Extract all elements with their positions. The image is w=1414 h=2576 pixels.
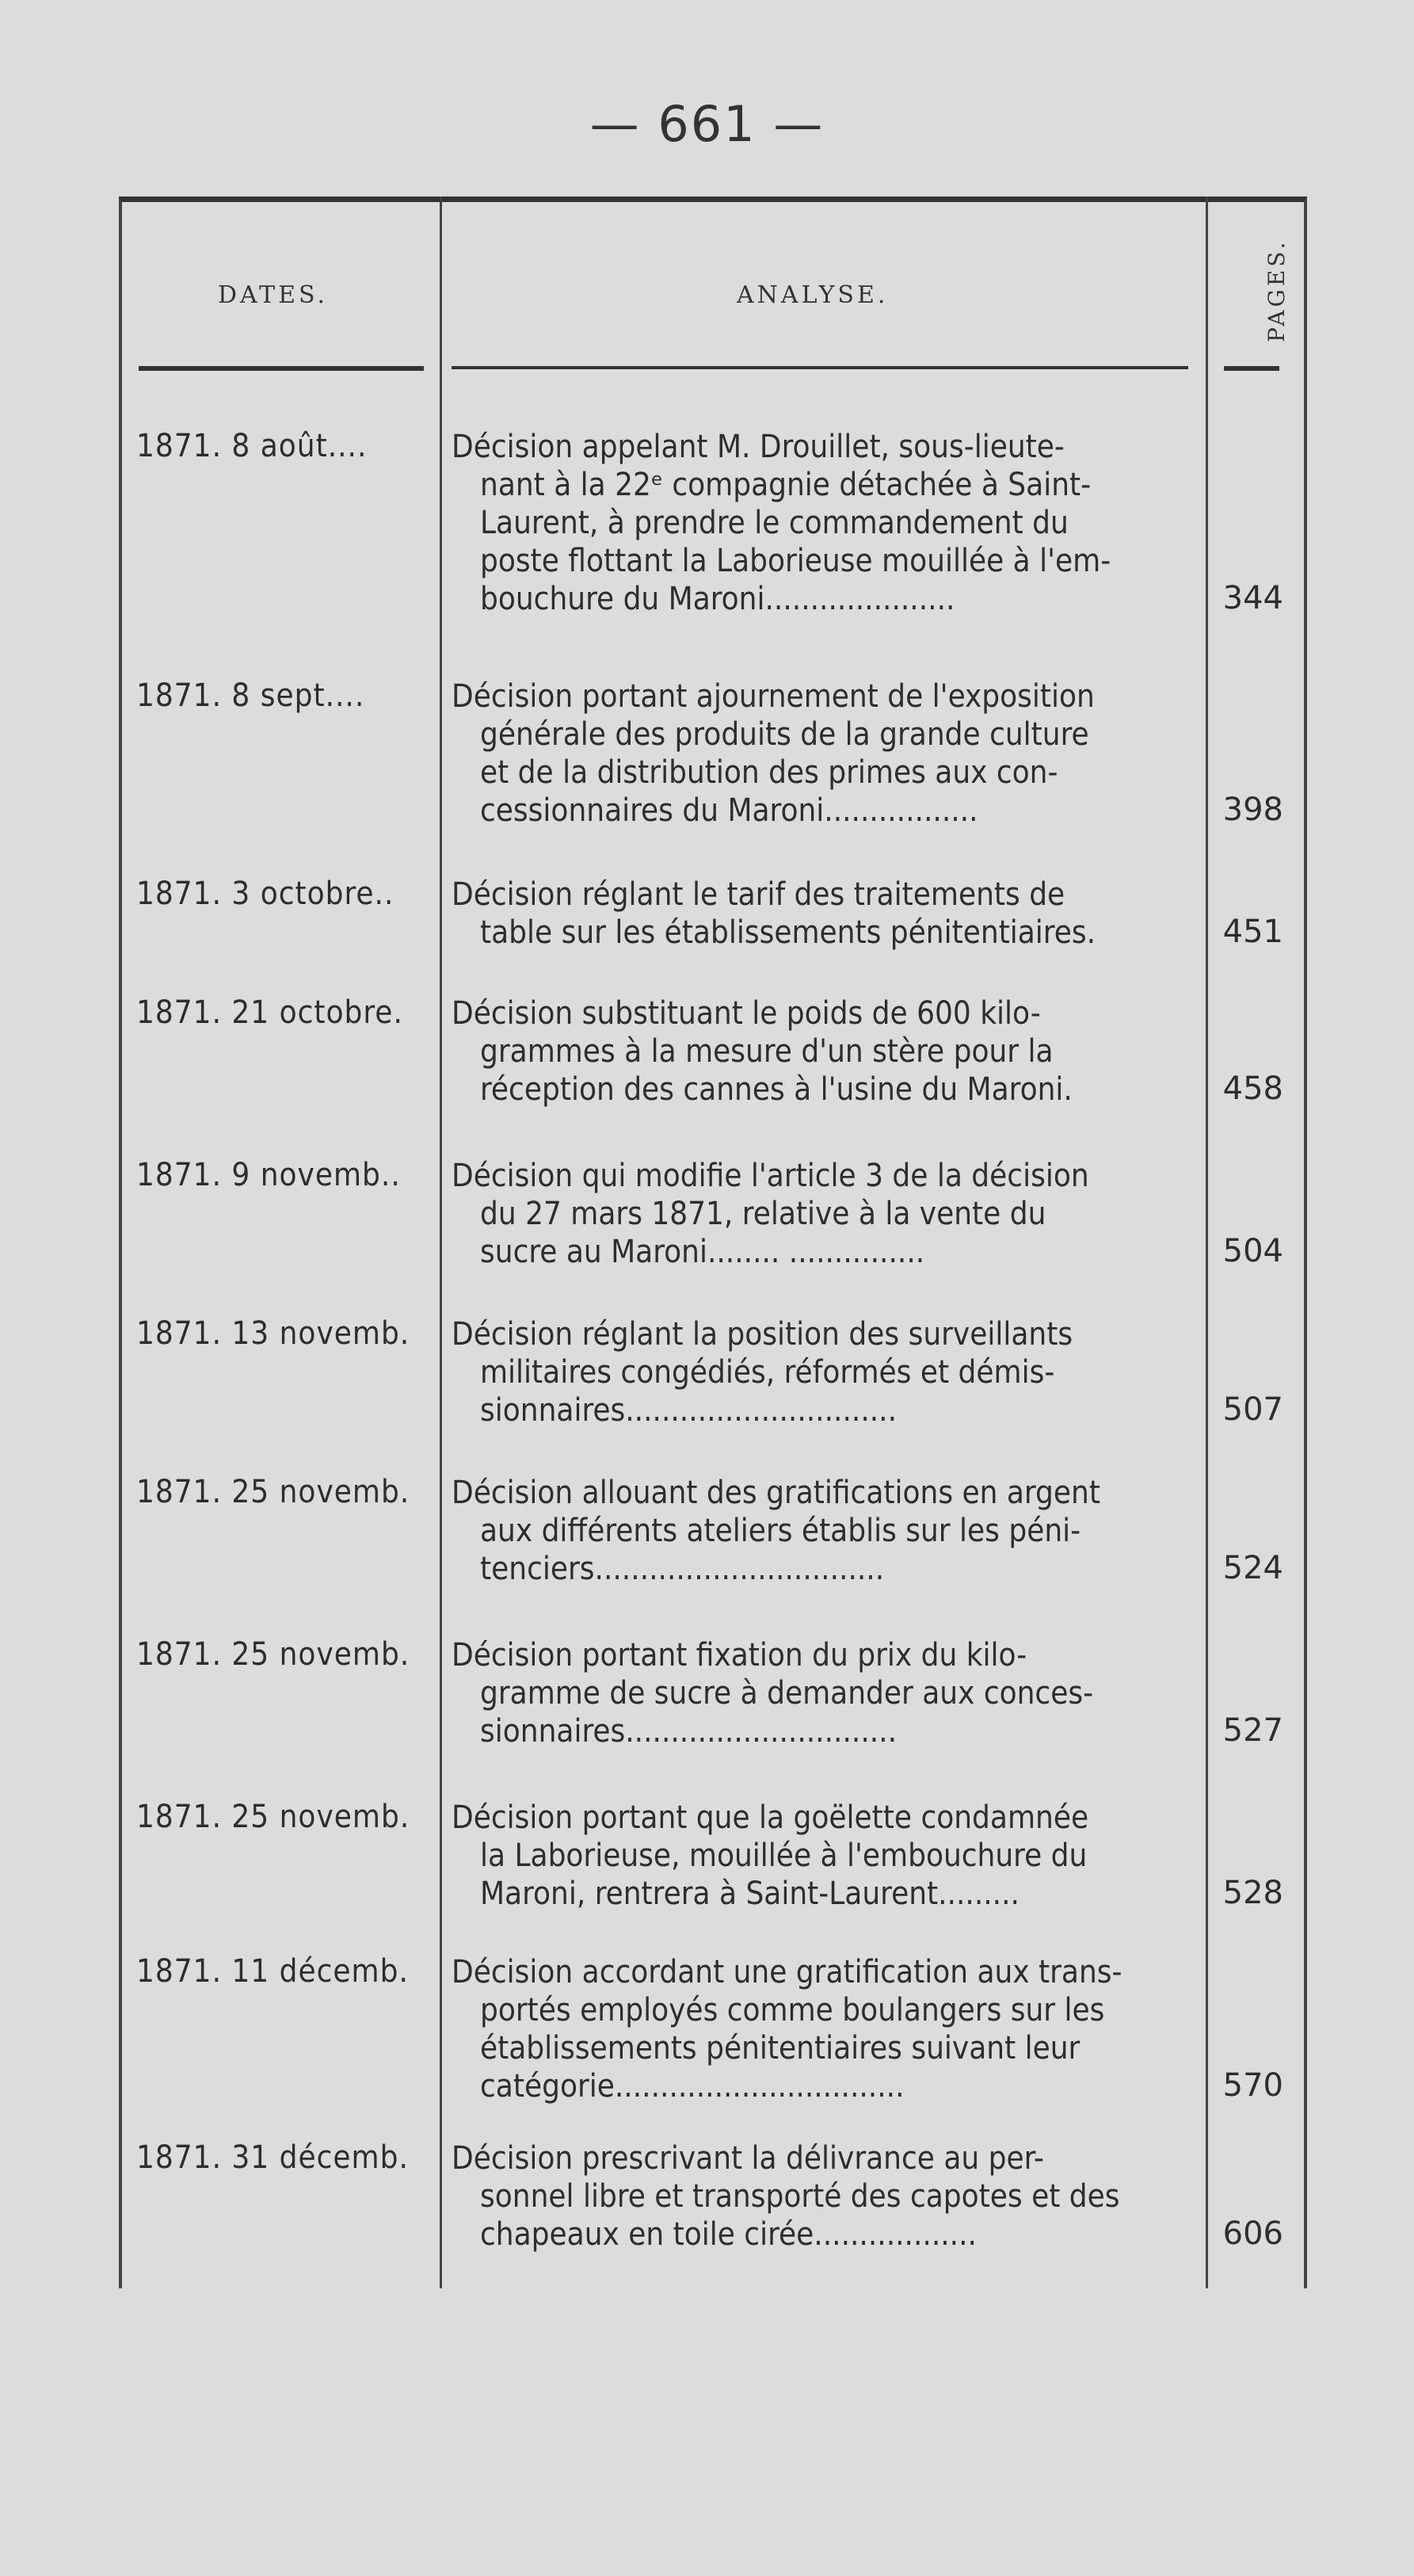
analyse-line: réception des cannes à l'usine du Maroni. bbox=[480, 1071, 1073, 1108]
analyse-line: grammes à la mesure d'un stère pour la bbox=[480, 1033, 1054, 1070]
analyse-line: Décision réglant le tarif des traitements de bbox=[452, 876, 1065, 913]
analyse-line: gramme de sucre à demander aux conces- bbox=[480, 1675, 1094, 1712]
row-analyse bbox=[452, 1474, 1204, 1588]
analyse-line: table sur les établissements pénitentiaires. bbox=[480, 914, 1096, 951]
analyse-line: sucre au Maroni........ ............... bbox=[480, 1234, 925, 1270]
analyse-line: tenciers................................ bbox=[480, 1551, 885, 1587]
analyse-line: établissements pénitentiaires suivant leur bbox=[480, 2030, 1081, 2067]
row-date: 1871. 13 novemb. bbox=[136, 1315, 410, 1352]
analyse-line: Décision portant ajournement de l'exposition bbox=[452, 678, 1095, 715]
row-page: 570 bbox=[1222, 2067, 1283, 2104]
analyse-line: militaires congédiés, réformés et démis- bbox=[480, 1354, 1055, 1391]
row-analyse bbox=[452, 1636, 1204, 1750]
row-page: 527 bbox=[1222, 1712, 1283, 1749]
row-analyse bbox=[452, 1157, 1204, 1271]
row-analyse bbox=[452, 1953, 1204, 2105]
analyse-line: sionnaires.............................. bbox=[480, 1392, 898, 1429]
analyse-line: Décision portant fixation du prix du kilo- bbox=[452, 1637, 1027, 1673]
row-page: 606 bbox=[1222, 2215, 1283, 2252]
analyse-line: Décision qui modifie l'article 3 de la décision bbox=[452, 1158, 1089, 1194]
analyse-line: la Laborieuse, mouillée à l'embouchure du bbox=[480, 1838, 1088, 1874]
analyse-line: Décision allouant des gratifications en argent bbox=[452, 1475, 1100, 1511]
row-page: 504 bbox=[1222, 1233, 1283, 1269]
row-date: 1871. 8 août.... bbox=[136, 428, 368, 464]
column-divider-dates bbox=[440, 197, 442, 2288]
analyse-line: Décision appelant M. Drouillet, sous-lieute- bbox=[452, 429, 1065, 465]
row-date: 1871. 9 novemb.. bbox=[136, 1157, 401, 1193]
header-rule-pages bbox=[1224, 366, 1279, 371]
analyse-line: Décision prescrivant la délivrance au per- bbox=[452, 2140, 1044, 2177]
row-date: 1871. 8 sept.... bbox=[136, 677, 365, 714]
row-page: 398 bbox=[1222, 792, 1283, 828]
row-date: 1871. 11 décemb. bbox=[136, 1953, 409, 1990]
page-number: — 661 — bbox=[589, 95, 825, 153]
row-page: 458 bbox=[1222, 1070, 1283, 1107]
header-rule-analyse bbox=[452, 366, 1188, 369]
row-date: 1871. 25 novemb. bbox=[136, 1636, 410, 1673]
analyse-line: Maroni, rentrera à Saint-Laurent......... bbox=[480, 1876, 1020, 1912]
row-page: 524 bbox=[1222, 1550, 1283, 1586]
analyse-line: Décision substituant le poids de 600 kilo- bbox=[452, 995, 1041, 1032]
row-analyse bbox=[452, 1315, 1204, 1429]
row-page: 507 bbox=[1222, 1391, 1283, 1428]
row-page: 451 bbox=[1222, 914, 1283, 950]
analyse-line: poste flottant la Laborieuse mouillée à l'em- bbox=[480, 543, 1111, 579]
analyse-line: nant à la 22ᵉ compagnie détachée à Saint- bbox=[480, 467, 1092, 503]
row-page: 528 bbox=[1222, 1875, 1283, 1911]
analyse-line: aux différents ateliers établis sur les péni- bbox=[480, 1513, 1081, 1549]
column-divider-pages bbox=[1206, 197, 1208, 2288]
header-dates: DATES. bbox=[218, 281, 329, 309]
row-analyse bbox=[452, 677, 1204, 830]
analyse-line: portés employés comme boulangers sur les bbox=[480, 1992, 1105, 2028]
analyse-line: Décision portant que la goëlette condamnée bbox=[452, 1799, 1089, 1836]
analyse-line: et de la distribution des primes aux con- bbox=[480, 754, 1058, 791]
row-date: 1871. 21 octobre. bbox=[136, 994, 403, 1031]
header-rule-dates bbox=[139, 366, 424, 371]
analyse-line: Décision accordant une gratification aux trans- bbox=[452, 1954, 1122, 1990]
analyse-line: sionnaires.............................. bbox=[480, 1713, 898, 1750]
analyse-line: sonnel libre et transporté des capotes et des bbox=[480, 2178, 1120, 2215]
analyse-line: catégorie................................ bbox=[480, 2068, 905, 2105]
analyse-line: générale des produits de la grande culture bbox=[480, 716, 1089, 753]
row-date: 1871. 25 novemb. bbox=[136, 1799, 410, 1835]
row-analyse bbox=[452, 1799, 1204, 1913]
analyse-line: chapeaux en toile cirée.................. bbox=[480, 2216, 977, 2253]
header-pages: PAGES. bbox=[1263, 239, 1290, 342]
row-analyse bbox=[452, 428, 1204, 618]
row-date: 1871. 31 décemb. bbox=[136, 2139, 409, 2176]
row-date: 1871. 25 novemb. bbox=[136, 1474, 410, 1510]
row-date: 1871. 3 octobre.. bbox=[136, 876, 394, 912]
row-analyse bbox=[452, 2139, 1204, 2254]
analyse-line: du 27 mars 1871, relative à la vente du bbox=[480, 1196, 1046, 1232]
row-analyse bbox=[452, 876, 1204, 952]
analyse-line: bouchure du Maroni..................... bbox=[480, 581, 955, 617]
row-analyse bbox=[452, 994, 1204, 1109]
row-page: 344 bbox=[1222, 580, 1283, 616]
analyse-line: cessionnaires du Maroni................. bbox=[480, 792, 978, 829]
analyse-line: Décision réglant la position des surveillants bbox=[452, 1316, 1073, 1353]
header-analyse: ANALYSE. bbox=[737, 281, 889, 309]
analyse-line: Laurent, à prendre le commandement du bbox=[480, 505, 1069, 541]
